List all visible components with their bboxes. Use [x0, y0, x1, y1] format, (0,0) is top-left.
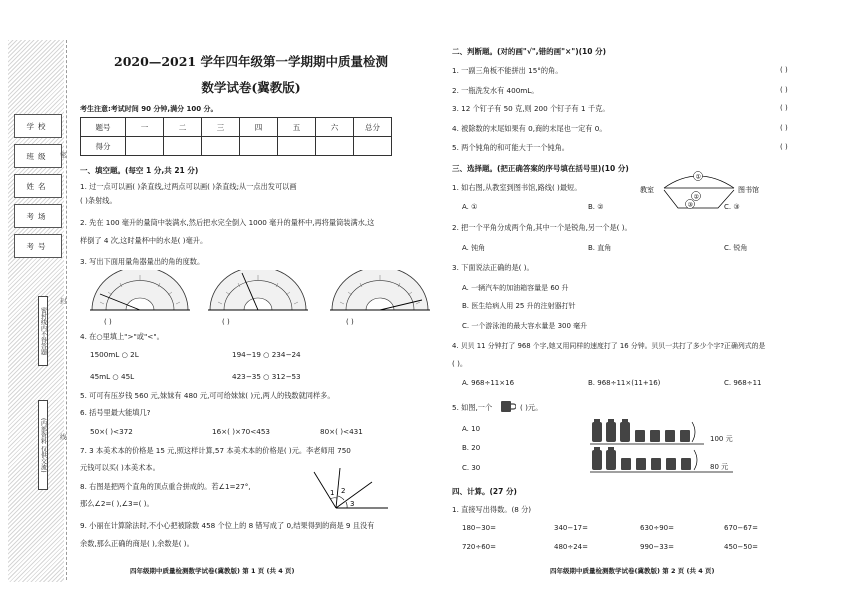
s2-answer[interactable]: ( ) — [780, 143, 788, 151]
s1-q4-item: 194−19 ○ 234−24 — [232, 350, 301, 359]
s1-q1b: ( )条射线。 — [80, 196, 117, 205]
score-table-header — [81, 118, 392, 137]
s1-q6-item: 80×( )<431 — [320, 427, 363, 436]
calc-item[interactable]: 720÷60= — [462, 543, 496, 551]
s1-q3-answer-2[interactable]: ( ) — [222, 318, 230, 326]
s2-answer[interactable]: ( ) — [780, 66, 788, 74]
binding-field-number: 考号 — [14, 234, 62, 258]
calc-item[interactable]: 990−33= — [640, 543, 674, 551]
score-input-cell[interactable] — [202, 137, 240, 156]
section4-heading: 四、计算。(27 分) — [452, 487, 517, 496]
s1-q3: 3. 写出下面用量角器量出的角的度数。 — [80, 257, 205, 266]
score-table-row — [81, 137, 392, 156]
exam-notice: 考生注意:考试时间 90 分钟,满分 100 分。 — [80, 105, 218, 113]
price-label-row-1: 100 元 — [710, 435, 733, 443]
score-input-cell[interactable] — [126, 137, 164, 156]
calc-item[interactable]: 450−50= — [724, 543, 758, 551]
s1-q8: 8. 右图是把两个直角的顶点重合拼成的。若∠1=27°, — [80, 482, 251, 491]
s1-q6-item: 50×( )<372 — [90, 427, 133, 436]
score-header-cell: 四 — [240, 118, 278, 137]
score-header-cell: 一 — [126, 118, 164, 137]
route-label-classroom: 教室 — [640, 186, 654, 194]
calc-item[interactable]: 340−17= — [554, 524, 588, 532]
s1-q6: 6. 括号里最大能填几? — [80, 408, 151, 417]
protractor-2 — [208, 270, 308, 314]
s2-item: 4. 被除数的末尾如果有 0,商的末尾也一定有 0。 — [452, 124, 607, 133]
cut-label-2: 封 — [60, 297, 67, 305]
calc-item[interactable]: 480÷24= — [554, 543, 588, 551]
s1-q4: 4. 在○里填上">"或"<"。 — [80, 332, 164, 341]
s1-q9b: 余数,那么正确的商是( ),余数是( )。 — [80, 539, 194, 548]
s3-q3: 3. 下面说法正确的是( )。 — [452, 263, 534, 272]
protractor-3 — [330, 270, 430, 314]
s3-q1-option-c[interactable]: C. ③ — [724, 203, 740, 211]
s3-q5-option-c[interactable]: C. 30 — [462, 464, 481, 472]
angle-label-3: 3 — [350, 500, 355, 508]
footer-page-2: 四年级期中质量检测数学试卷(冀教版) 第 2 页 (共 4 页) — [550, 567, 715, 575]
s2-answer[interactable]: ( ) — [780, 104, 788, 112]
s3-q1-option-b[interactable]: B. ② — [588, 203, 604, 211]
s3-q2-option-a[interactable]: A. 钝角 — [462, 244, 486, 252]
s3-q5: 5. 如图,一个 — [452, 403, 493, 412]
s3-q1: 1. 如右图,从教室到图书馆,路线( )最短。 — [452, 183, 582, 192]
binding-field-class: 班级 — [14, 144, 62, 168]
s3-q3-option-c[interactable]: C. 一个游泳池的最大容水量是 300 毫升 — [462, 322, 588, 330]
s2-item: 2. 一瓶洗发水有 400mL。 — [452, 86, 539, 95]
price-label-row-2: 80 元 — [710, 463, 729, 471]
score-header-cell: 二 — [164, 118, 202, 137]
s1-q3-answer-3[interactable]: ( ) — [346, 318, 354, 326]
calc-item[interactable]: 630÷90= — [640, 524, 674, 532]
angle-figure — [310, 466, 390, 512]
score-row-label: 得分 — [81, 137, 126, 156]
cut-label-3: 线 — [60, 433, 67, 441]
route-figure — [638, 168, 774, 214]
score-input-cell[interactable] — [164, 137, 202, 156]
s2-item: 5. 两个钝角的和可能大于一个钝角。 — [452, 143, 569, 152]
s3-q1-option-a[interactable]: A. ① — [462, 203, 478, 211]
route-label-1: ① — [695, 173, 701, 181]
score-header-cell: 总分 — [354, 118, 392, 137]
score-input-cell[interactable] — [240, 137, 278, 156]
s2-answer[interactable]: ( ) — [780, 124, 788, 132]
exam-title: 2020—2021 学年四年级第一学期期中质量检测 — [114, 54, 388, 69]
score-header-cell: 题号 — [81, 118, 126, 137]
protractor-1 — [90, 270, 190, 314]
s3-q2: 2. 把一个平角分成两个角,其中一个是锐角,另一个是( )。 — [452, 223, 632, 232]
score-header-cell: 六 — [316, 118, 354, 137]
cut-label-1: 密 — [60, 151, 67, 159]
route-label-3: ③ — [687, 201, 693, 209]
s3-q4-option-b[interactable]: B. 968÷11×(11+16) — [588, 379, 661, 387]
s3-q3-option-b[interactable]: B. 医生给病人用 25 升的注射器打针 — [462, 302, 576, 310]
section1-heading: 一、填空题。(每空 1 分,共 21 分) — [80, 166, 199, 175]
s1-q1: 1. 过一点可以画( )条直线,过两点可以画( )条直线;从一点出发可以画 — [80, 182, 297, 191]
binding-field-school: 学校 — [14, 114, 62, 138]
score-input-cell[interactable] — [354, 137, 392, 156]
cup-icon — [500, 399, 516, 413]
s3-q4-option-c[interactable]: C. 968÷11 — [724, 379, 762, 387]
calc-item[interactable]: 670−67= — [724, 524, 758, 532]
s1-q6-item: 16×( )×70<453 — [212, 427, 270, 436]
s3-q5-option-a[interactable]: A. 10 — [462, 425, 481, 433]
score-header-cell: 三 — [202, 118, 240, 137]
binding-note-bottom: (内部资料 仅供交流) — [38, 400, 48, 490]
cut-line — [66, 40, 67, 580]
angle-label-1: 1 — [330, 489, 335, 497]
calc-item[interactable]: 180−30= — [462, 524, 496, 532]
s1-q3-answer-1[interactable]: ( ) — [104, 318, 112, 326]
s1-q7: 7. 3 本美术本的价格是 15 元,照这样计算,57 本美术本的价格是( )元。李老师用 750 — [80, 446, 351, 455]
s3-q5-option-b[interactable]: B. 20 — [462, 444, 481, 452]
s3-q4-option-a[interactable]: A. 968÷11×16 — [462, 379, 515, 387]
binding-field-room: 考场 — [14, 204, 62, 228]
s2-item: 1. 一副三角板不能拼出 15°的角。 — [452, 66, 563, 75]
score-table — [80, 117, 392, 156]
route-label-library: 图书馆 — [738, 186, 759, 194]
s3-q4: 4. 贝贝 11 分钟打了 968 个字,她又用同样的速度打了 16 分钟。贝贝一共打了多少个字?正确列式的是 — [452, 342, 766, 350]
s1-q4-item: 423−35 ○ 312−53 — [232, 372, 301, 381]
angle-label-2: 2 — [341, 487, 346, 495]
footer-page-1: 四年级期中质量检测数学试卷(冀教版) 第 1 页 (共 4 页) — [130, 567, 295, 575]
s3-q3-option-a[interactable]: A. 一辆汽车的加油箱容量是 60 升 — [462, 284, 569, 292]
score-input-cell[interactable] — [278, 137, 316, 156]
exam-subtitle: 数学试卷(冀教版) — [201, 80, 301, 95]
s1-q7b: 元钱可以买( )本美术本。 — [80, 463, 160, 472]
s3-q2-option-b[interactable]: B. 直角 — [588, 244, 612, 252]
s1-q8b: 那么∠2=( ),∠3=( )。 — [80, 499, 154, 508]
s2-answer[interactable]: ( ) — [780, 86, 788, 94]
s3-q5b: ( )元。 — [520, 403, 543, 412]
s1-q2b: 样倒了 4 次,这时量杯中的水是( )毫升。 — [80, 236, 208, 245]
s1-q5: 5. 可可有压岁钱 560 元,妹妹有 480 元,可可给妹妹( )元,两人的钱数就同样多。 — [80, 391, 335, 400]
s1-q4-item: 45mL ○ 45L — [90, 372, 135, 381]
s3-q4b: ( )。 — [452, 359, 468, 368]
section3-heading: 三、选择题。(把正确答案的序号填在括号里)(10 分) — [452, 164, 629, 173]
section2-heading: 二、判断题。(对的画"√",错的画"×")(10 分) — [452, 47, 607, 56]
s1-q2: 2. 先在 100 毫升的量筒中装满水,然后把水完全倒入 1000 毫升的量杯中,再将量筒装满水,这 — [80, 218, 375, 227]
s4-q1: 1. 直接写出得数。(8 分) — [452, 505, 532, 514]
s2-item: 3. 12 个钉子有 50 克,则 200 个钉子有 1 千克。 — [452, 104, 610, 113]
binding-note-top: 密封线内不得答题 — [38, 296, 48, 366]
s1-q9: 9. 小丽在计算除法时,不小心把被除数 458 个位上的 8 错写成了 0,结果得到的商是 9 且没有 — [80, 521, 375, 530]
binding-field-name: 姓名 — [14, 174, 62, 198]
score-header-cell: 五 — [278, 118, 316, 137]
s1-q4-item: 1500mL ○ 2L — [90, 350, 139, 359]
score-input-cell[interactable] — [316, 137, 354, 156]
route-label-2: ② — [693, 193, 699, 201]
s3-q2-option-c[interactable]: C. 锐角 — [724, 244, 748, 252]
thermos-cups-figure — [588, 418, 758, 474]
